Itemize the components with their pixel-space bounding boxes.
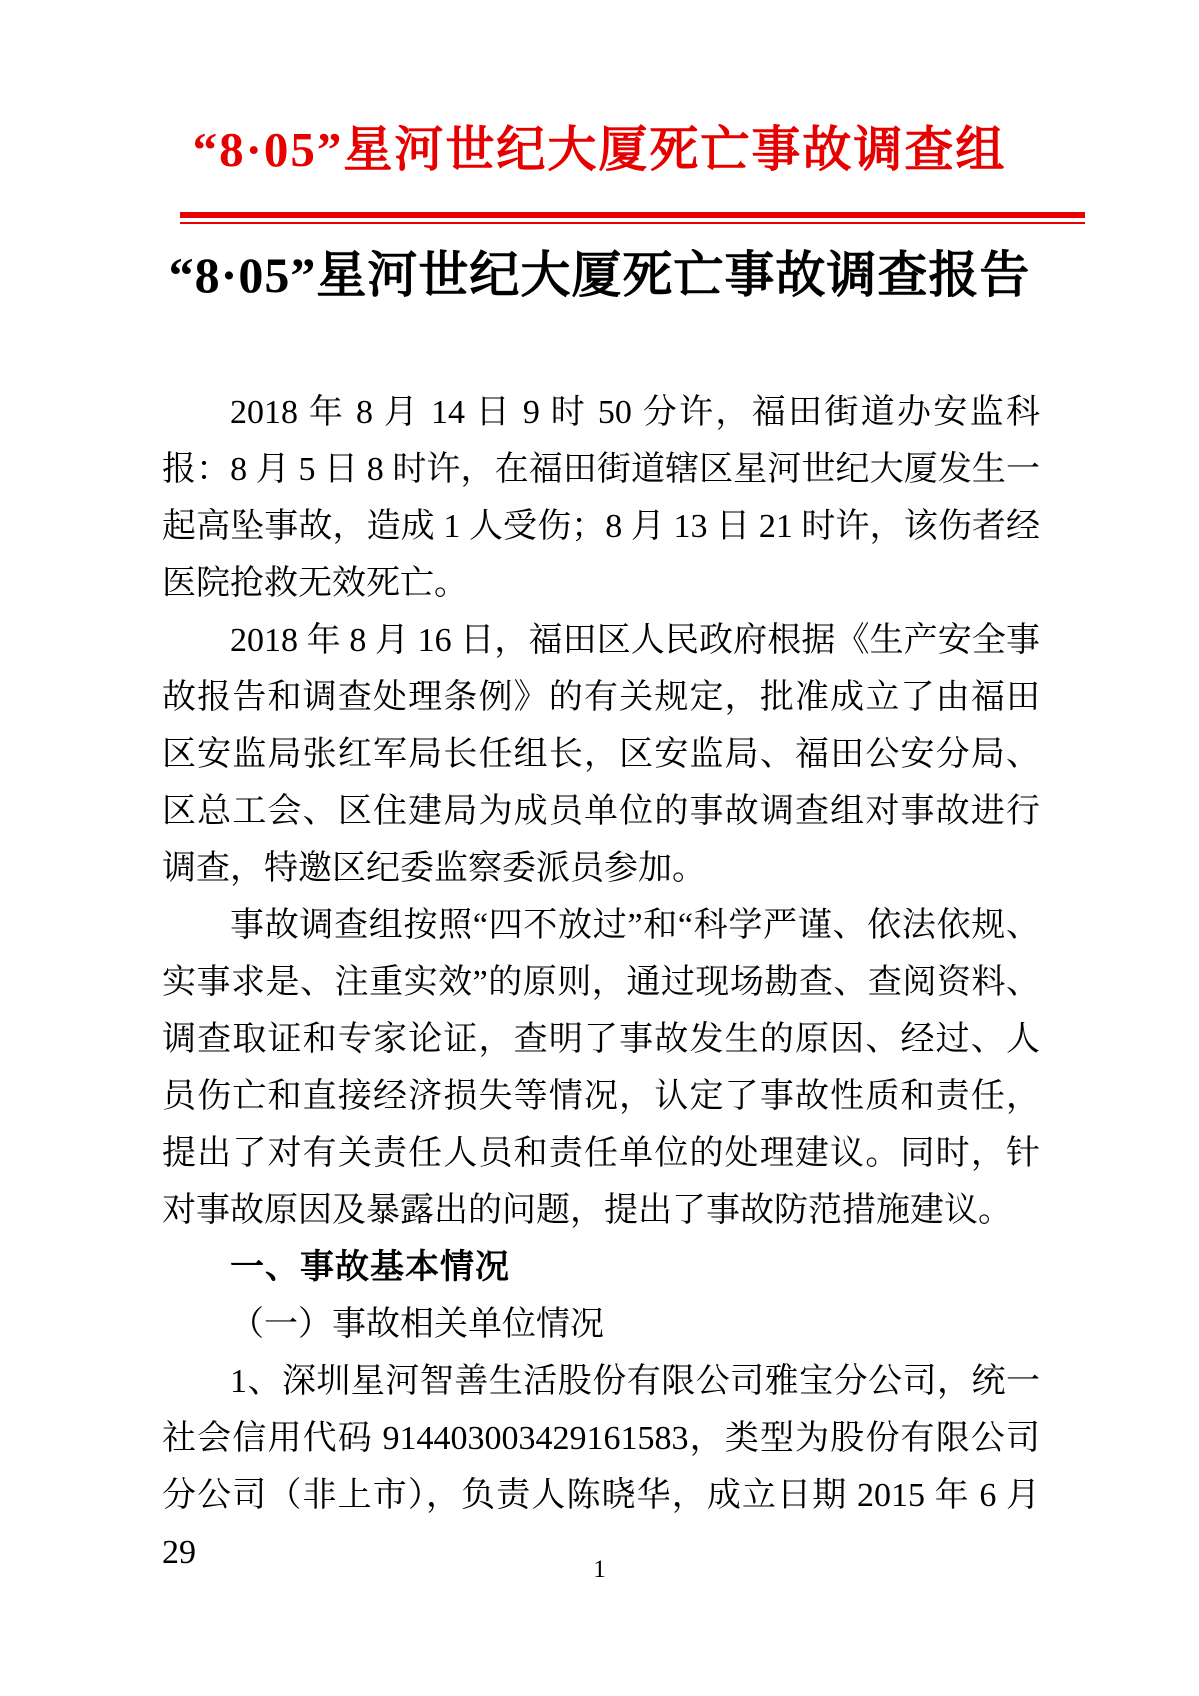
- document-body: [162, 384, 1040, 1581]
- paragraph-investigation-team-formation: 2018 年 8 月 16 日，福田区人民政府根据《生产安全事故报告和调查处理条例》的有关规定，批准成立了由福田区安监局张红军局长任组长，区安监局、福田公安分局、区总工会、区住建局为成员单位的事故调查组对事故进行调查，特邀区纪委监察委派员参加。: [162, 622, 1040, 887]
- section-heading-basic-situation: [162, 1239, 1040, 1296]
- letterhead-title: “8·05”星河世纪大厦死亡事故调查组: [192, 122, 1007, 177]
- section-heading-text: 基本情况: [370, 1248, 510, 1286]
- document-title: “8·05”星河世纪大厦死亡事故调查报告: [168, 247, 1031, 303]
- subsection-heading-related-units: （一）事故相关单位情况: [230, 1306, 604, 1343]
- paragraph-incident-report: 2018 年 8 月 14 日 9 时 50 分许，福田街道办安监科报：8 月 5 日 8 时许，在福田街道辖区星河世纪大厦发生一起高坠事故，造成 1 人受伤；8 月 13 日 21 时许，该伤者经医院抢救无效死亡。: [162, 394, 1040, 602]
- section-heading-number: 一、事故: [230, 1248, 370, 1286]
- letterhead-divider: [180, 212, 1085, 224]
- paragraph-company-info: 1、深圳星河智善生活股份有限公司雅宝分公司，统一社会信用代码 914403003429161583，类型为股份有限公司分公司（非上市），负责人陈晓华，成立日期 2015 年 6 月 29: [162, 1363, 1040, 1571]
- paragraph-investigation-principles: 事故调查组按照“四不放过”和“科学严谨、依法依规、实事求是、注重实效”的原则，通过现场勘查、查阅资料、调查取证和专家论证，查明了事故发生的原因、经过、人员伤亡和直接经济损失等情况，认定了事故性质和责任，提出了对有关责任人员和责任单位的处理建议。同时，针对事故原因及暴露出的问题，提出了事故防范措施建议。: [162, 907, 1040, 1229]
- page-number: 1: [593, 1556, 606, 1583]
